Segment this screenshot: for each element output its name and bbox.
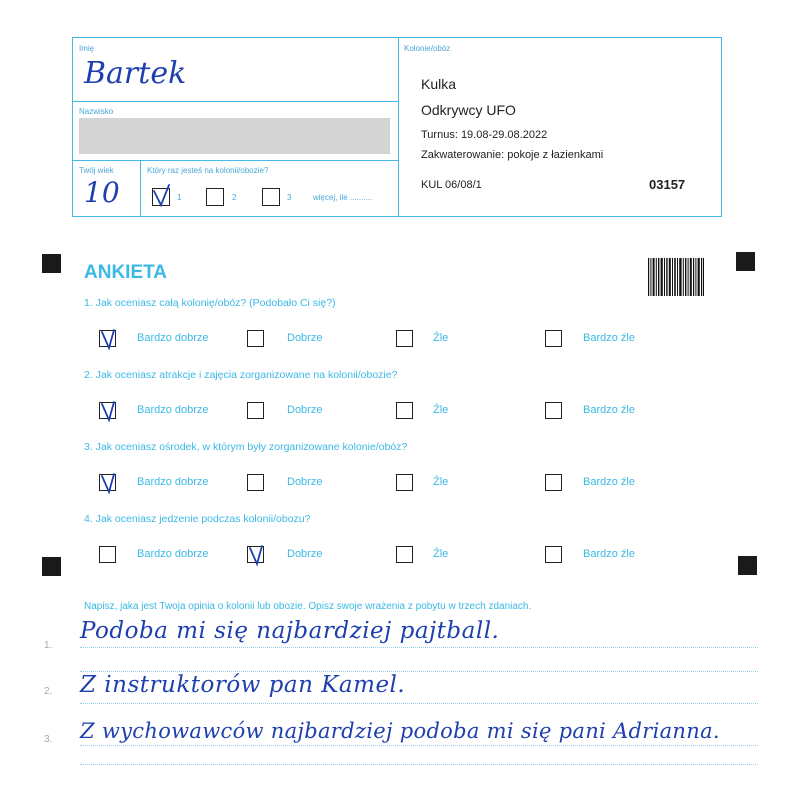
ktory-raz-option-1: 1 [177,193,182,202]
header-col-line [140,160,141,217]
ktory-raz-checkbox-2[interactable] [206,188,224,206]
rating-option-label: Źle [433,476,449,488]
camp-code: KUL 06/08/1 [421,179,482,191]
header-row-line [72,101,398,102]
kolonie-label: Kolonie/obóz [404,44,451,53]
rating-checkbox[interactable] [396,546,413,563]
camp-name: Kulka [421,76,457,92]
dotted-line [80,764,758,765]
nazwisko-label: Nazwisko [79,107,114,116]
registration-marker [42,254,61,273]
rating-checkbox[interactable] [545,330,562,347]
rating-option-label: Dobrze [287,476,323,488]
imie-label: Imię [79,44,95,53]
rating-checkbox[interactable] [396,330,413,347]
rating-checkbox[interactable] [545,474,562,491]
ktory-raz-checkbox-3[interactable] [262,188,280,206]
nazwisko-redacted [79,118,390,154]
check-mark-icon [97,471,121,495]
opinion-prompt: Napisz, jaka jest Twoja opinia o kolonii lub obozie. Opisz swoje wrażenia z pobytu w trzech zdaniach. [84,601,532,612]
question-text: 4. Jak oceniasz jedzenie podczas kolonii/obozu? [84,513,311,525]
ktory-raz-option-3: 3 [287,193,292,202]
dotted-line [80,647,758,648]
rating-option-label: Bardzo dobrze [137,548,209,560]
check-mark-icon [245,543,269,567]
ktory-raz-label: Który raz jesteś na kolonii/obozie? [147,166,269,175]
ktory-raz-option-2: 2 [232,193,237,202]
rating-option-label: Bardzo źle [583,476,635,488]
check-mark-icon [97,327,121,351]
check-mark-icon [97,399,121,423]
rating-option-label: Bardzo dobrze [137,332,209,344]
opinion-line-number: 3. [44,734,53,745]
opinion-line-text: Z wychowawców najbardziej podoba mi się pani Adrianna. [80,719,720,743]
rating-checkbox[interactable] [247,402,264,419]
rating-option-label: Bardzo źle [583,404,635,416]
rating-checkbox[interactable] [247,330,264,347]
camp-theme: Odkrywcy UFO [421,102,516,118]
registration-marker [42,557,61,576]
opinion-line-number: 2. [44,686,53,697]
registration-marker [738,556,757,575]
zakwaterowanie: Zakwaterowanie: pokoje z łazienkami [421,149,604,161]
dotted-line [80,703,758,704]
rating-checkbox[interactable] [396,402,413,419]
dotted-line [80,671,758,672]
rating-checkbox[interactable] [99,546,116,563]
opinion-line-number: 1. [44,640,53,651]
rating-option-label: Dobrze [287,404,323,416]
rating-checkbox[interactable] [396,474,413,491]
check-mark-icon [150,183,174,209]
form-number: 03157 [649,177,686,192]
dotted-line [80,745,758,746]
question-text: 3. Jak oceniasz ośrodek, w którym były zorganizowane kolonie/obóz? [84,441,408,453]
rating-option-label: Źle [433,332,449,344]
wiek-label: Twój wiek [79,166,114,175]
rating-checkbox[interactable] [545,546,562,563]
survey-title: ANKIETA [84,262,168,283]
rating-checkbox[interactable] [247,474,264,491]
rating-option-label: Dobrze [287,332,323,344]
question-text: 1. Jak oceniasz całą kolonię/obóz? (Podobało Ci się?) [84,297,336,309]
rating-option-label: Źle [433,548,449,560]
rating-option-label: Bardzo źle [583,548,635,560]
rating-option-label: Źle [433,404,449,416]
registration-marker [736,252,755,271]
header-row-line [72,160,398,161]
wiek-value: 10 [84,176,120,209]
opinion-line-text: Z instruktorów pan Kamel. [80,672,406,698]
imie-value: Bartek [84,56,187,91]
rating-option-label: Bardzo dobrze [137,404,209,416]
turnus: Turnus: 19.08-29.08.2022 [421,129,548,141]
ktory-raz-more: więcej, ile .......... [313,193,373,202]
opinion-line-text: Podoba mi się najbardziej pajtball. [80,618,500,644]
barcode-icon [648,258,704,296]
rating-checkbox[interactable] [545,402,562,419]
rating-option-label: Bardzo źle [583,332,635,344]
question-text: 2. Jak oceniasz atrakcje i zajęcia zorganizowane na kolonii/obozie? [84,369,398,381]
header-divider [398,37,399,217]
rating-option-label: Dobrze [287,548,323,560]
rating-option-label: Bardzo dobrze [137,476,209,488]
